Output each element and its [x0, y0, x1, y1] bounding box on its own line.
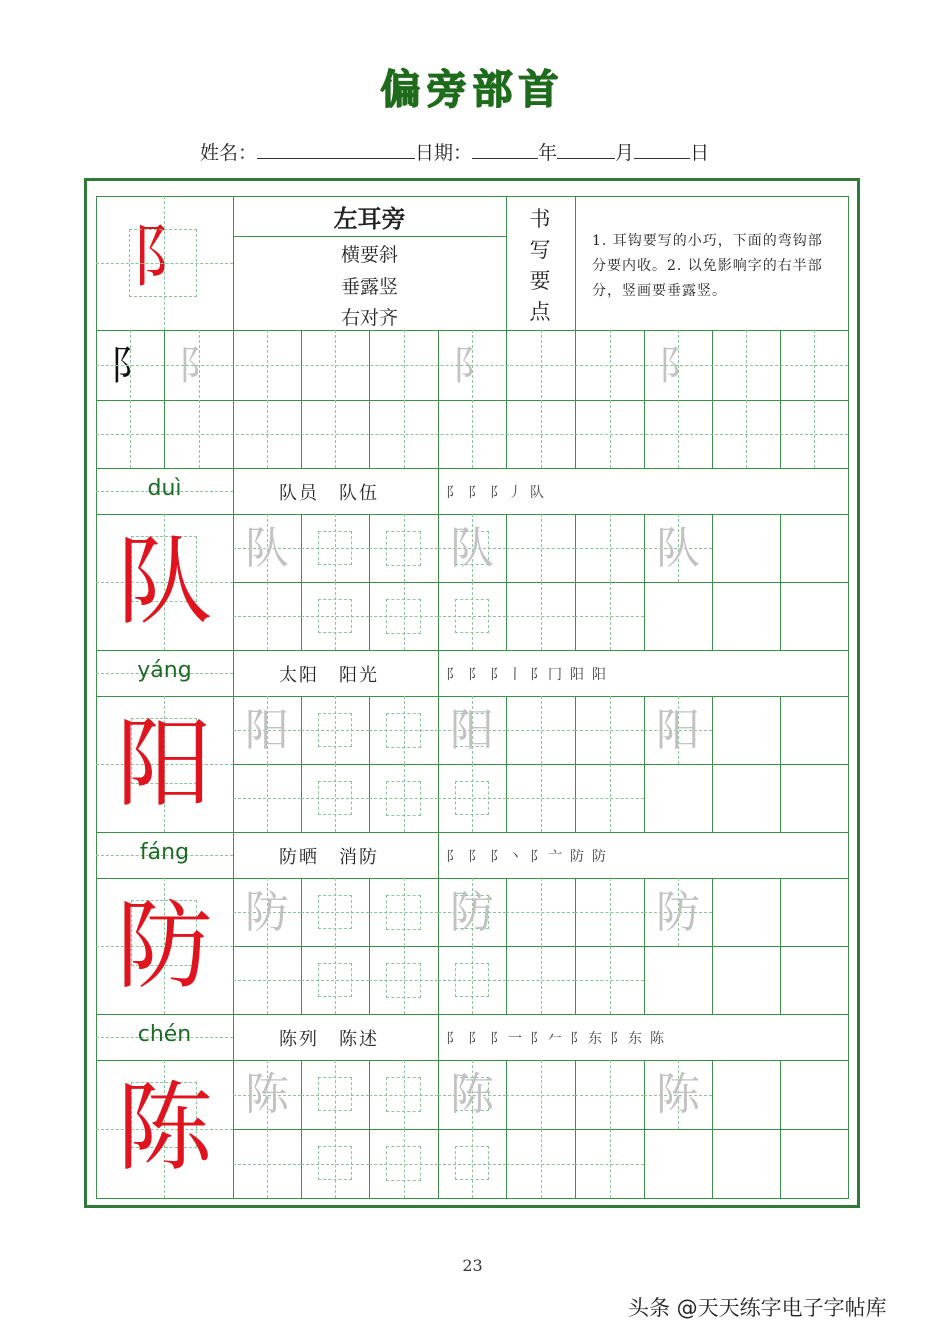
stroke-order — [446, 846, 614, 866]
radical-first: 阝 — [110, 343, 150, 389]
grid-line — [96, 468, 849, 469]
grid-line — [712, 1060, 713, 1199]
grid-line — [369, 1060, 370, 1199]
guide-line — [814, 330, 815, 468]
grid-line — [301, 878, 302, 1015]
grid-line — [369, 696, 370, 833]
guide-square — [318, 599, 352, 633]
guide-line — [575, 912, 644, 913]
guide-line — [199, 330, 200, 468]
guide-line — [233, 798, 301, 799]
radical-model: 阝 — [130, 218, 199, 297]
trace-character: 防 — [245, 887, 289, 938]
month-label: 月 — [615, 142, 635, 164]
example-words: 队员 队伍 — [279, 483, 379, 504]
stroke-step: 陈 — [650, 1031, 668, 1047]
grid-line — [233, 330, 234, 469]
stroke-step: 队 — [530, 485, 548, 501]
year-label: 年 — [538, 142, 558, 164]
guide-line — [506, 980, 575, 981]
grid-line — [712, 330, 713, 469]
trace-character: 陈 — [245, 1069, 289, 1120]
guide-square — [318, 963, 352, 997]
day-blank[interactable] — [634, 140, 690, 159]
guide-line — [575, 548, 644, 549]
grid-line — [506, 330, 507, 469]
points-char-3: 要 — [529, 269, 551, 293]
grid-line — [96, 196, 97, 1199]
example-words: 太阳 阳光 — [279, 665, 379, 686]
guide-line — [506, 798, 575, 799]
grid-line — [233, 196, 234, 331]
grid-line — [780, 330, 781, 469]
guide-line — [96, 434, 848, 435]
stroke-step: 防 — [570, 849, 588, 865]
stroke-order — [446, 664, 614, 684]
guide-line — [541, 330, 542, 468]
tip-1: 横要斜 — [340, 244, 398, 266]
guide-square — [386, 1146, 421, 1181]
grid-line — [644, 330, 645, 469]
year-blank[interactable] — [472, 140, 538, 159]
guide-line — [506, 616, 575, 617]
guide-line — [610, 330, 611, 468]
trace-character: 陈 — [656, 1069, 700, 1120]
guide-line — [96, 365, 848, 366]
guide-line — [575, 616, 644, 617]
grid-line — [301, 696, 302, 833]
grid-line — [96, 1198, 849, 1199]
model-character: 防 — [116, 890, 213, 1002]
page-title: 偏旁部首 — [380, 67, 565, 113]
grid-line — [96, 1014, 849, 1015]
trace-character: 陈 — [450, 1069, 494, 1120]
guide-square — [318, 713, 352, 747]
example-words: 陈列 陈述 — [279, 1029, 379, 1050]
stroke-step: 阝冂 — [530, 667, 566, 683]
trace-character: 防 — [450, 887, 494, 938]
page-number: 23 — [462, 1256, 483, 1275]
grid-line — [438, 1014, 439, 1061]
guide-line — [575, 1095, 644, 1096]
grid-line — [712, 514, 713, 651]
stroke-step: 阝𠂉 — [530, 1031, 566, 1047]
guide-line — [678, 330, 679, 468]
guide-line — [506, 912, 575, 913]
guide-square — [455, 963, 489, 997]
points-char-2: 写 — [529, 238, 551, 262]
guide-square — [386, 713, 421, 748]
stroke-step: 阝丶 — [490, 849, 526, 865]
radical-trace: 阝 — [178, 343, 218, 389]
grid-line — [369, 878, 370, 1015]
trace-character: 阳 — [656, 705, 700, 756]
name-blank[interactable] — [257, 140, 415, 159]
grid-line — [780, 878, 781, 1015]
stroke-step: 阳 — [592, 667, 610, 683]
stroke-order — [446, 482, 552, 502]
day-label: 日 — [690, 142, 710, 164]
guide-square — [386, 1077, 421, 1112]
guide-line — [233, 980, 301, 981]
points-char-4: 点 — [529, 300, 551, 324]
grid-line — [575, 196, 576, 331]
watermark: 头条 @天天练字电子字帖库 — [628, 1296, 887, 1320]
grid-line — [575, 330, 576, 469]
guide-square — [386, 599, 421, 634]
trace-character: 阳 — [450, 705, 494, 756]
grid-line — [369, 514, 370, 651]
stroke-step: 防 — [592, 849, 610, 865]
grid-line — [712, 696, 713, 833]
trace-character: 防 — [656, 887, 700, 938]
grid-line — [96, 650, 849, 651]
guide-square — [386, 531, 421, 566]
radical-name: 左耳旁 — [333, 204, 406, 233]
guide-line — [506, 1164, 575, 1165]
guide-line — [233, 1164, 301, 1165]
guide-line — [575, 980, 644, 981]
grid-line — [301, 1060, 302, 1199]
pinyin: yáng — [137, 658, 192, 683]
month-blank[interactable] — [557, 140, 615, 159]
pinyin: fáng — [139, 840, 190, 865]
guide-line — [506, 730, 575, 731]
stroke-step: 阝一 — [490, 1031, 526, 1047]
guide-square — [386, 963, 421, 998]
guide-line — [575, 1164, 644, 1165]
stroke-step: 阝丿 — [490, 485, 526, 501]
grid-line — [438, 650, 439, 697]
model-character: 队 — [116, 526, 213, 638]
model-character: 阳 — [116, 708, 213, 820]
trace-character: 队 — [656, 523, 700, 574]
stroke-step: 阝东 — [610, 1031, 646, 1047]
name-label: 姓名： — [200, 142, 258, 164]
grid-line — [575, 514, 576, 651]
guide-square — [386, 895, 421, 930]
grid-line — [96, 832, 849, 833]
guide-square — [318, 1146, 352, 1180]
date-label: 日期： — [415, 142, 473, 164]
stroke-step: 阝 — [468, 485, 486, 501]
pinyin: duì — [147, 476, 182, 501]
points-char-1: 书 — [529, 207, 551, 231]
grid-line — [506, 696, 507, 833]
guide-square — [318, 895, 352, 929]
stroke-step: 阝 — [468, 1031, 486, 1047]
writing-points-text: 1. 耳钩要写的小巧，下面的弯钩部分要内收。2. 以免影响字的右半部分，竖画要垂露竖。 — [592, 233, 823, 299]
name-date-line — [200, 138, 709, 165]
guide-square — [318, 531, 352, 565]
grid-line — [506, 1060, 507, 1199]
grid-line — [780, 696, 781, 833]
trace-character: 队 — [245, 523, 289, 574]
guide-square — [129, 229, 197, 297]
grid-line — [506, 878, 507, 1015]
guide-line — [267, 330, 268, 468]
stroke-step: 阳 — [570, 667, 588, 683]
guide-square — [455, 1146, 489, 1180]
stroke-step: 阝 — [468, 849, 486, 865]
stroke-step: 阝 — [446, 1031, 464, 1047]
writing-points-label — [506, 204, 574, 328]
pinyin: chén — [137, 1022, 192, 1047]
guide-square — [318, 1077, 352, 1111]
grid-line — [233, 236, 507, 237]
guide-line — [575, 730, 644, 731]
guide-line — [575, 798, 644, 799]
guide-line — [335, 330, 336, 468]
guide-line — [233, 616, 301, 617]
grid-line — [96, 196, 849, 197]
grid-line — [575, 878, 576, 1015]
grid-line — [780, 1060, 781, 1199]
stroke-step: 阝 — [468, 667, 486, 683]
trace-character: 阳 — [245, 705, 289, 756]
guide-line — [506, 548, 575, 549]
stroke-step: 阝 — [446, 485, 464, 501]
guide-square — [455, 781, 489, 815]
tip-3: 右对齐 — [340, 307, 398, 329]
radical-trace: 阝 — [658, 343, 698, 389]
guide-line — [746, 330, 747, 468]
grid-line — [301, 330, 302, 469]
guide-line — [404, 330, 405, 468]
guide-square — [455, 599, 489, 633]
stroke-order — [446, 1028, 672, 1048]
grid-line — [848, 196, 849, 1199]
tip-2: 垂露竖 — [340, 276, 398, 298]
grid-line — [301, 514, 302, 651]
grid-line — [438, 468, 439, 515]
stroke-step: 阝东 — [570, 1031, 606, 1047]
example-words: 防晒 消防 — [279, 847, 379, 868]
grid-line — [575, 696, 576, 833]
grid-line — [438, 330, 439, 469]
grid-line — [369, 330, 370, 469]
trace-character: 队 — [450, 523, 494, 574]
stroke-step: 阝亠 — [530, 849, 566, 865]
grid-line — [506, 196, 507, 331]
stroke-step: 阝 — [446, 667, 464, 683]
grid-line — [506, 514, 507, 651]
stroke-step: 阝丨 — [490, 667, 526, 683]
guide-line — [506, 1095, 575, 1096]
grid-line — [780, 514, 781, 651]
grid-line — [712, 878, 713, 1015]
grid-line — [575, 1060, 576, 1199]
model-character: 陈 — [116, 1072, 213, 1184]
radical-trace: 阝 — [452, 343, 492, 389]
guide-square — [386, 781, 421, 816]
grid-line — [438, 832, 439, 879]
grid-line — [164, 330, 165, 469]
guide-square — [318, 781, 352, 815]
stroke-step: 阝 — [446, 849, 464, 865]
guide-line — [130, 330, 131, 468]
guide-line — [472, 330, 473, 468]
